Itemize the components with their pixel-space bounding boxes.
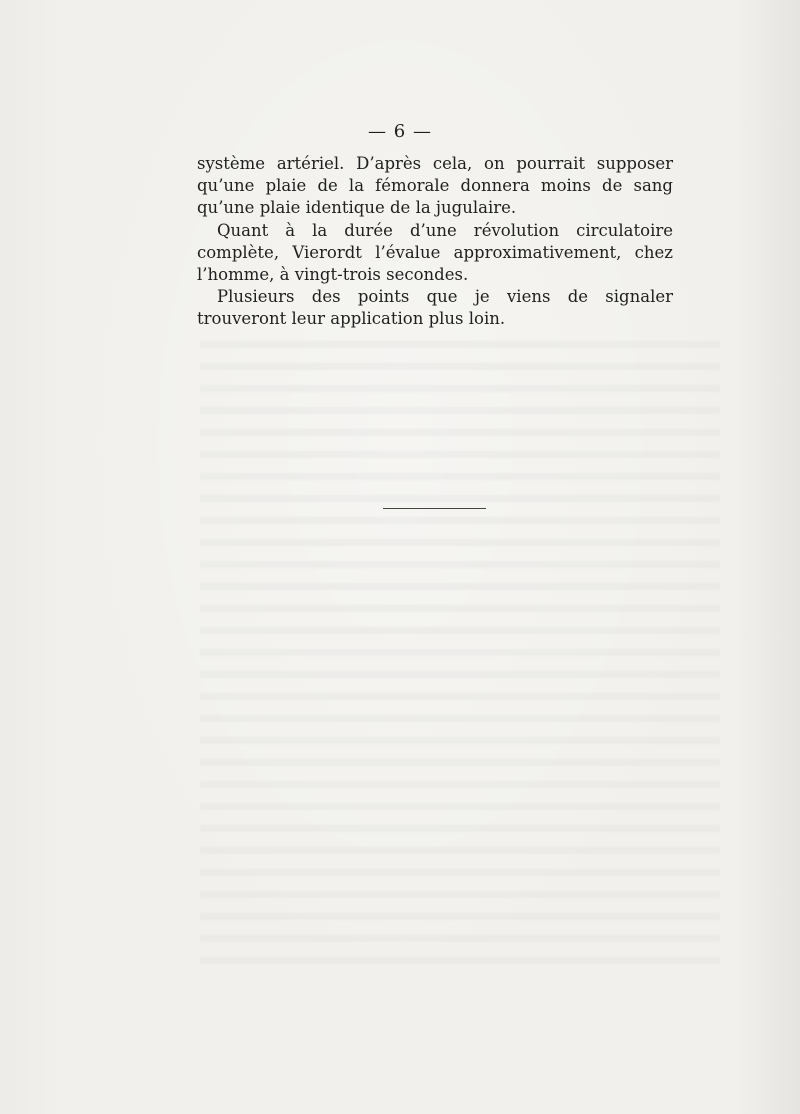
page-number-header: — 6 — xyxy=(368,121,432,142)
reverse-side-bleed-through xyxy=(200,330,720,970)
body-text xyxy=(197,153,673,331)
section-divider-rule xyxy=(383,508,486,509)
paragraph-3: Plusieurs des points que je viens de signaler trouveront leur application plus loin. xyxy=(197,287,673,329)
paragraph-1: système artériel. D’après cela, on pourrait supposer qu’une plaie de la fémorale donnera moins de sang qu’une plaie identique de la jugulaire. xyxy=(197,154,673,218)
paragraph-2: Quant à la durée d’une révolution circulatoire complète, Vierordt l’évalue approximativement, chez l’homme, à vingt-trois secondes. xyxy=(197,220,673,285)
